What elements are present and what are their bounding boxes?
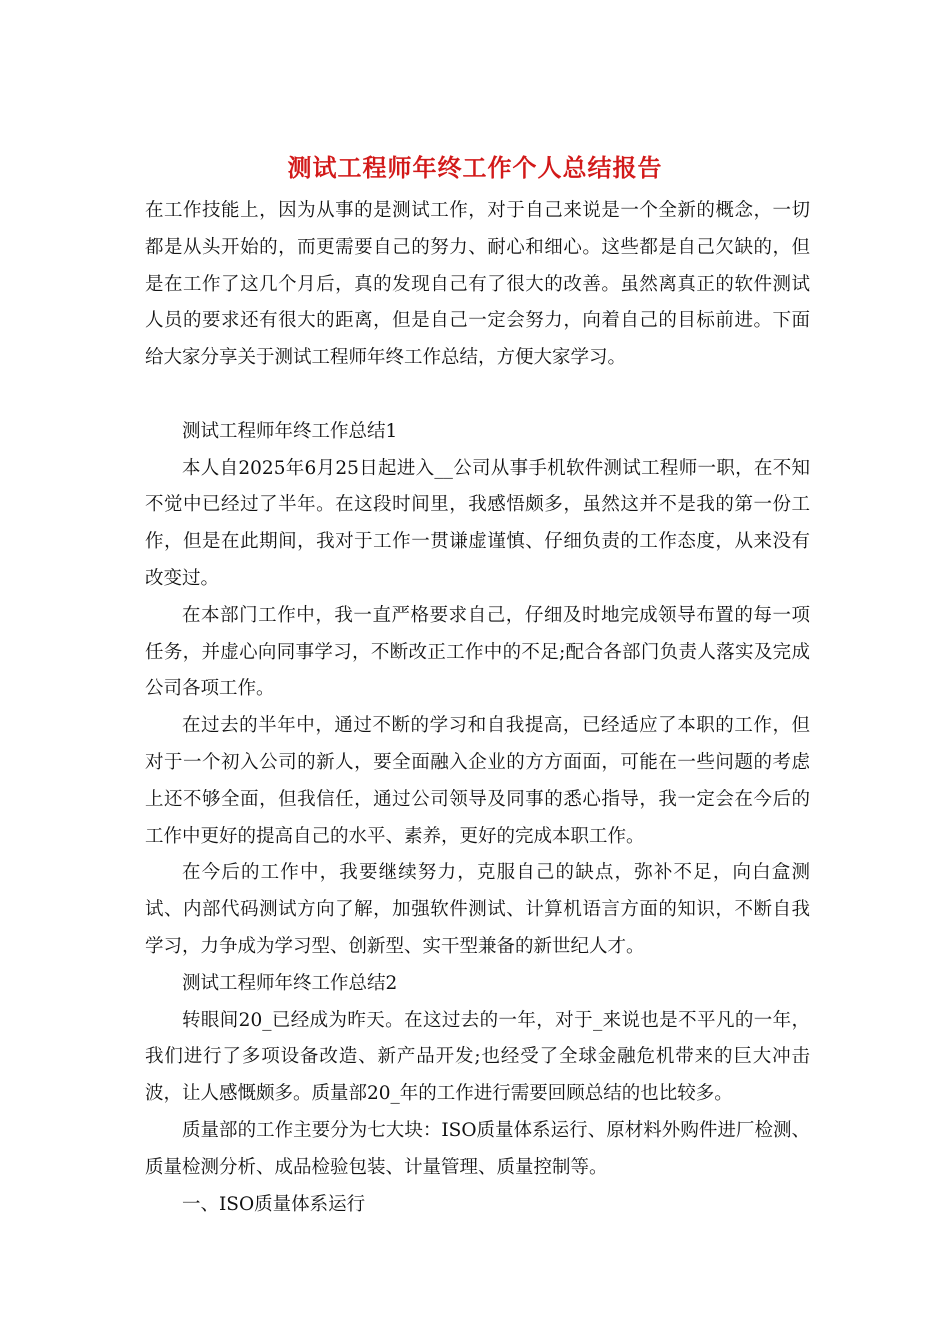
blank-line [145,377,810,414]
paragraph: 本人自2025年6月25日起进入__公司从事手机软件测试工程师一职，在不知不觉中已经过了半年。在这段时间里，我感悟颇多，虽然这并不是我的第一份工作，但是在此期间，我对于工作一贯谦虚谨慎、仔细负责的工作态度，从来没有改变过。 [145,457,810,589]
section-heading-2: 测试工程师年终工作总结2 [182,972,398,994]
paragraph: 在今后的工作中，我要继续努力，克服自己的缺点，弥补不足，向白盒测试、内部代码测试方向了解，加强软件测试、计算机语言方面的知识，不断自我学习，力争成为学习型、创新型、实干型兼备的新世纪人才。 [145,862,810,957]
paragraph: 转眼间20_已经成为昨天。在这过去的一年，对于_来说也是不平凡的一年，我们进行了多项设备改造、新产品开发;也经受了全球金融危机带来的巨大冲击波，让人感慨颇多。质量部20_年的工作进行需要回顾总结的也比较多。 [145,1009,810,1105]
intro-paragraph: 在工作技能上，因为从事的是测试工作，对于自己来说是一个全新的概念，一切都是从头开始的，而更需要自己的努力、耐心和细心。这些都是自己欠缺的，但是在工作了这几个月后，真的发现自己有了很大的改善。虽然离真正的软件测试人员的要求还有很大的距离，但是自己一定会努力，向着自己的目标前进。下面给大家分享关于测试工程师年终工作总结，方便大家学习。 [145,200,810,369]
paragraph: 在本部门工作中，我一直严格要求自己，仔细及时地完成领导布置的每一项任务，并虚心向同事学习，不断改正工作中的不足;配合各部门负责人落实及完成公司各项工作。 [145,604,810,700]
paragraph: 在过去的半年中，通过不断的学习和自我提高，已经适应了本职的工作，但对于一个初入公司的新人，要全面融入企业的方方面面，可能在一些问题的考虑上还不够全面，但我信任，通过公司领导及同事的悉心指导，我一定会在今后的工作中更好的提高自己的水平、素养，更好的完成本职工作。 [145,715,810,847]
paragraph: 质量部的工作主要分为七大块：ISO质量体系运行、原材料外购件进厂检测、质量检测分析、成品检验包装、计量管理、质量控制等。 [145,1119,810,1178]
document-body [145,193,810,1223]
document-title: 测试工程师年终工作个人总结报告 [287,153,663,182]
subsection-heading: 一、ISO质量体系运行 [182,1193,366,1215]
section-heading-1: 测试工程师年终工作总结1 [182,420,398,442]
